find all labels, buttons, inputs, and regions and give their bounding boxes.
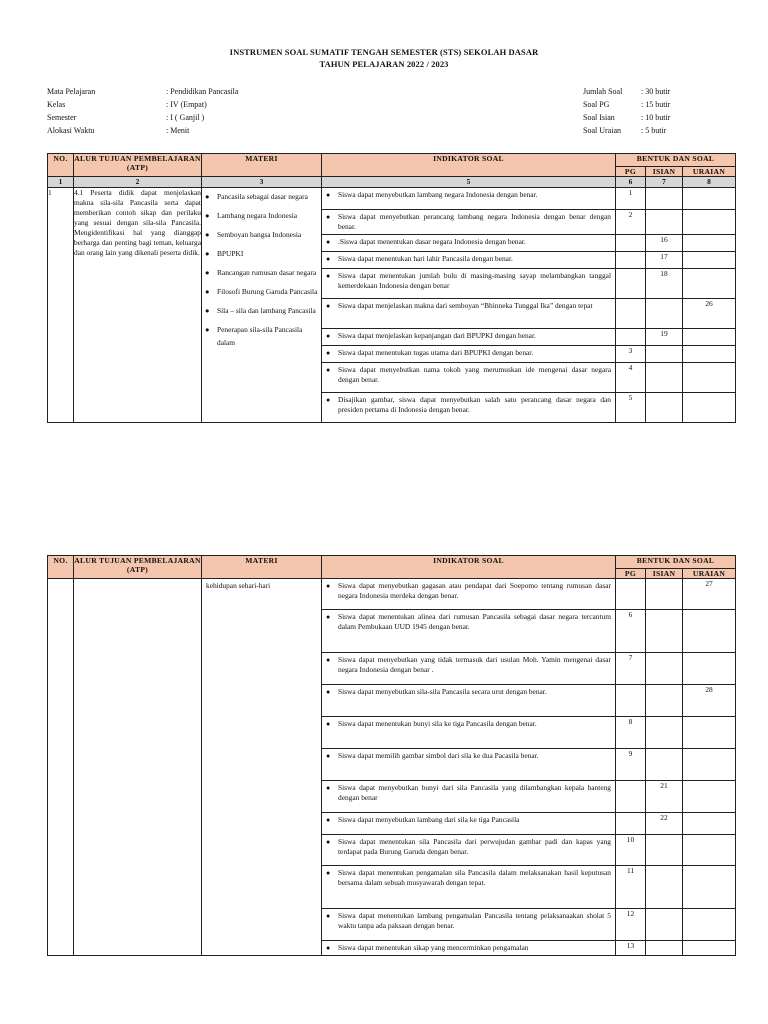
uraian-number [683, 329, 736, 346]
bullet-icon: ● [326, 816, 331, 824]
indikator-text: Siswa dapat menyebutkan yang tidak termasuk dari usulan Moh. Yamin mengenai dasar negara Indonesia dengan benar . [338, 655, 611, 674]
materi-text: kehidupan sehari-hari [206, 581, 271, 590]
indikator-cell [322, 252, 616, 269]
info-value: : 15 butir [641, 100, 671, 109]
materi-item [205, 304, 319, 317]
info-label: Soal Uraian [583, 126, 621, 135]
instrument-table-2 [47, 555, 736, 956]
info-value: : 30 butir [641, 87, 671, 96]
uraian-number [683, 346, 736, 363]
indikator-cell [322, 346, 616, 363]
pg-number [616, 299, 646, 329]
indikator-text: Siswa dapat menentukan bunyi sila ke tiga Pancasila dengan benar. [338, 719, 537, 728]
indikator-cell [322, 835, 616, 866]
indikator-cell [322, 363, 616, 393]
uraian-number: 28 [683, 685, 736, 717]
isian-number [646, 749, 683, 781]
header-atp: ALUR TUJUAN PEMBELAJARAN (ATP) [74, 556, 202, 579]
uraian-number [683, 393, 736, 423]
indikator-cell [322, 579, 616, 610]
pg-number [616, 235, 646, 252]
isian-number [646, 299, 683, 329]
uraian-number [683, 835, 736, 866]
isian-number [646, 653, 683, 685]
indikator-text: Siswa dapat menyebutkan bunyi dari sila Pancasila yang dilambangkan kepala banteng dengan benar [338, 783, 611, 802]
indikator-text: Siswa dapat memilih gambar simbol dari sila ke dua Pacasila benar. [338, 751, 539, 760]
uraian-number [683, 188, 736, 210]
info-row [47, 85, 238, 98]
header-no: NO. [48, 556, 74, 579]
uraian-number [683, 941, 736, 956]
indikator-text: Siswa dapat menjelaskan kepanjangan dari BPUPKI dengan benar. [338, 331, 536, 340]
indikator-text: Siswa dapat menyebutkan lambang negara Indonesia dengan benar. [338, 190, 538, 199]
indikator-cell [322, 299, 616, 329]
info-row [47, 98, 238, 111]
bullet-icon: ● [326, 238, 331, 246]
info-row [47, 124, 238, 137]
indikator-cell [322, 329, 616, 346]
pg-number [616, 813, 646, 835]
uraian-number [683, 363, 736, 393]
materi-item [205, 323, 319, 349]
materi-cell [202, 579, 322, 956]
uraian-number [683, 653, 736, 685]
isian-number: 17 [646, 252, 683, 269]
uraian-number [683, 235, 736, 252]
isian-number: 21 [646, 781, 683, 813]
isian-number [646, 909, 683, 941]
header-uraian: URAIAN [683, 569, 736, 579]
materi-item [205, 228, 319, 241]
info-row [583, 124, 670, 137]
indikator-cell [322, 653, 616, 685]
indikator-text: .Siswa dapat menentukan dasar negara Indonesia dengan benar. [338, 237, 526, 246]
uraian-number: 27 [683, 579, 736, 610]
bullet-icon: ● [326, 688, 331, 696]
info-value: : IV (Empat) [166, 100, 207, 109]
isian-number: 18 [646, 269, 683, 299]
isian-number: 19 [646, 329, 683, 346]
bullet-icon: ● [205, 230, 210, 239]
pg-number: 8 [616, 717, 646, 749]
isian-number: 22 [646, 813, 683, 835]
materi-item [205, 285, 319, 298]
pg-number [616, 252, 646, 269]
uraian-number [683, 210, 736, 235]
isian-number [646, 685, 683, 717]
pg-number [616, 781, 646, 813]
materi-text: BPUPKI [217, 249, 244, 258]
materi-item [205, 190, 319, 203]
materi-text: Filosofi Burung Garuda Pancasila [217, 287, 318, 296]
bullet-icon: ● [326, 191, 331, 199]
bullet-icon: ● [326, 912, 331, 920]
bullet-icon: ● [326, 582, 331, 590]
table-row [48, 579, 736, 610]
materi-cell [202, 188, 322, 423]
pg-number: 10 [616, 835, 646, 866]
column-number-row [48, 177, 736, 188]
info-row [583, 111, 670, 124]
pg-number: 3 [616, 346, 646, 363]
bullet-icon: ● [205, 306, 210, 315]
isian-number [646, 346, 683, 363]
uraian-number: 26 [683, 299, 736, 329]
pg-number: 6 [616, 610, 646, 653]
bullet-icon: ● [205, 287, 210, 296]
document-subtitle: TAHUN PELAJARAN 2022 / 2023 [319, 59, 449, 69]
indikator-text: Siswa dapat menentukan hari lahir Pancasila dengan benar. [338, 254, 513, 263]
bullet-icon: ● [205, 268, 210, 277]
uraian-number [683, 717, 736, 749]
col-number: 2 [74, 177, 202, 188]
indikator-cell [322, 210, 616, 235]
info-value: : 5 butir [641, 126, 667, 135]
uraian-number [683, 269, 736, 299]
indikator-text: Siswa dapat menentukan sikap yang mencerminkan pengamalan [338, 943, 529, 952]
bullet-icon: ● [205, 249, 210, 258]
indikator-cell [322, 813, 616, 835]
instrument-table-1 [47, 153, 736, 423]
info-value: : I ( Ganjil ) [166, 113, 205, 122]
indikator-text: Siswa dapat menyebutkan gagasan atau pendapat dari Soepomo tentang rumusan dasar negara Indonesia merdeka dengan benar. [338, 581, 611, 600]
pg-number [616, 269, 646, 299]
header-isian: ISIAN [646, 569, 683, 579]
indikator-cell [322, 749, 616, 781]
document-title: INSTRUMEN SOAL SUMATIF TENGAH SEMESTER (STS) SEKOLAH DASAR [229, 47, 539, 57]
indikator-cell [322, 393, 616, 423]
uraian-number [683, 610, 736, 653]
bullet-icon: ● [205, 211, 210, 220]
indikator-text: Siswa dapat menyebutkan nama tokoh yang merumuskan ide mengenai dasar negara dengan benar. [338, 365, 611, 384]
indikator-text: Siswa dapat menyebutkan lambang dari sila ke tiga Pancasila [338, 815, 520, 824]
indikator-text: Siswa dapat menjelaskan makna dari semboyan “Bhinneka Tunggal Ika” dengan tepat [338, 301, 593, 310]
uraian-number [683, 252, 736, 269]
isian-number [646, 866, 683, 909]
pg-number: 13 [616, 941, 646, 956]
header-materi: MATERI [202, 556, 322, 579]
isian-number [646, 579, 683, 610]
isian-number [646, 835, 683, 866]
indikator-cell [322, 685, 616, 717]
indikator-cell [322, 781, 616, 813]
bullet-icon: ● [326, 255, 331, 263]
uraian-number [683, 813, 736, 835]
atp-cell [74, 579, 202, 956]
pg-number: 12 [616, 909, 646, 941]
bullet-icon: ● [326, 613, 331, 621]
pg-number: 11 [616, 866, 646, 909]
isian-number [646, 717, 683, 749]
info-value: : 10 butir [641, 113, 671, 122]
info-label: Soal PG [583, 100, 610, 109]
info-value: : Pendidikan Pancasila [166, 87, 239, 96]
materi-text: Penerapan sila-sila Pancasila dalam [217, 325, 303, 347]
indikator-cell [322, 235, 616, 252]
pg-number: 9 [616, 749, 646, 781]
isian-number [646, 188, 683, 210]
bullet-icon: ● [326, 720, 331, 728]
bullet-icon: ● [326, 213, 331, 221]
info-left [47, 85, 238, 137]
header-bentuk: BENTUK DAN SOAL [616, 556, 736, 569]
col-number: 3 [202, 177, 322, 188]
materi-text: Lambang negara Indonesia [217, 211, 298, 220]
pg-number: 1 [616, 188, 646, 210]
indikator-cell [322, 188, 616, 210]
materi-item [205, 209, 319, 222]
indikator-text: Siswa dapat menentukan tugas utama dari BPUPKI dengan benar. [338, 348, 534, 357]
header-materi: MATERI [202, 154, 322, 177]
pg-number [616, 579, 646, 610]
bullet-icon: ● [326, 944, 331, 952]
indikator-text: Siswa dapat menyebutkan sila-sila Pancasila secara urut dengan benar. [338, 687, 547, 696]
uraian-number [683, 781, 736, 813]
info-label: Alokasi Waktu [47, 126, 95, 135]
col-number: 8 [683, 177, 736, 188]
bullet-icon: ● [326, 396, 331, 404]
isian-number [646, 393, 683, 423]
isian-number [646, 610, 683, 653]
pg-number: 4 [616, 363, 646, 393]
bullet-icon: ● [326, 752, 331, 760]
bullet-icon: ● [326, 784, 331, 792]
bullet-icon: ● [326, 332, 331, 340]
row-number: 1 [48, 188, 74, 423]
uraian-number [683, 866, 736, 909]
info-label: Semester [47, 113, 77, 122]
info-label: Mata Pelajaran [47, 87, 96, 96]
col-number: 5 [322, 177, 616, 188]
header-no: NO. [48, 154, 74, 177]
isian-number [646, 941, 683, 956]
indikator-cell [322, 941, 616, 956]
indikator-cell [322, 717, 616, 749]
bullet-icon: ● [326, 656, 331, 664]
indikator-cell [322, 909, 616, 941]
info-right [583, 85, 670, 137]
materi-text: Pancasila sebagai dasar negara [217, 192, 308, 201]
header-isian: ISIAN [646, 167, 683, 177]
isian-number: 16 [646, 235, 683, 252]
materi-text: Semboyan bangsa Indonesia [217, 230, 302, 239]
table-row [48, 188, 736, 210]
indikator-text: Siswa dapat menentukan sila Pancasila dari perwujudan gambar padi dan kapas yang terdapat pada Burung Garuda dengan benar. [338, 837, 611, 856]
indikator-cell [322, 269, 616, 299]
info-row [583, 98, 670, 111]
bullet-icon: ● [326, 349, 331, 357]
uraian-number [683, 749, 736, 781]
indikator-text: Siswa dapat menentukan pengamalan sila Pancasila dalam melaksanakan hasil keputusan bersama dalam sebuah musyawarah dengan tepat. [338, 868, 611, 887]
indikator-text: Disajikan gambar, siswa dapat menyebutkan salah satu perancang dasar negara dan presiden pertama di Indonesia dengan benar. [338, 395, 611, 414]
pg-number: 5 [616, 393, 646, 423]
atp-cell: 4.1 Peserta didik dapat menjelaskan makna sila-sila Pancasila serta dapat memberikan contoh sikap dan perilaku yang sesuai dengan sila-sila Pancasila. Mengidentifikasi hal yang dianggap berharga dan penting bagi teman, keluarga dan orang lain yang dikenali peserta didik. [74, 188, 202, 423]
header-bentuk: BENTUK DAN SOAL [616, 154, 736, 167]
pg-number: 2 [616, 210, 646, 235]
col-number: 7 [646, 177, 683, 188]
header-uraian: URAIAN [683, 167, 736, 177]
isian-number [646, 363, 683, 393]
header-atp: ALUR TUJUAN PEMBELAJARAN (ATP) [74, 154, 202, 177]
indikator-text: Siswa dapat menentukan alinea dari rumusan Pancasila sebagai dasar negara tercantum dalam Pembukaan UUD 1945 dengan benar. [338, 612, 611, 631]
info-label: Jumlah Soal [583, 87, 623, 96]
bullet-icon: ● [326, 838, 331, 846]
materi-item [205, 247, 319, 260]
row-number [48, 579, 74, 956]
info-row [47, 111, 238, 124]
bullet-icon: ● [205, 325, 210, 334]
indikator-text: Siswa dapat menentukan lambang pengamalan Pancasila tentang pelaksanaakan sholat 5 waktu tanpa ada paksaan dengan benar. [338, 911, 611, 930]
pg-number [616, 685, 646, 717]
uraian-number [683, 909, 736, 941]
header-pg: PG [616, 569, 646, 579]
pg-number: 7 [616, 653, 646, 685]
col-number: 1 [48, 177, 74, 188]
isian-number [646, 210, 683, 235]
materi-text: Sila – sila dan lambang Pancasila [217, 306, 316, 315]
bullet-icon: ● [326, 272, 331, 280]
header-pg: PG [616, 167, 646, 177]
header-indikator: INDIKATOR SOAL [322, 154, 616, 177]
bullet-icon: ● [326, 869, 331, 877]
info-label: Kelas [47, 100, 66, 109]
materi-text: Rancangan rumusan dasar negara [217, 268, 317, 277]
materi-item [205, 266, 319, 279]
indikator-cell [322, 866, 616, 909]
bullet-icon: ● [326, 366, 331, 374]
info-value: : Menit [166, 126, 190, 135]
col-number: 6 [616, 177, 646, 188]
indikator-text: Siswa dapat menyebutkan perancang lambang negara Indonesia dengan benar dengan benar. [338, 212, 611, 231]
indikator-cell [322, 610, 616, 653]
info-label: Soal Isian [583, 113, 615, 122]
header-indikator: INDIKATOR SOAL [322, 556, 616, 579]
info-row [583, 85, 670, 98]
bullet-icon: ● [326, 302, 331, 310]
pg-number [616, 329, 646, 346]
bullet-icon: ● [205, 192, 210, 201]
indikator-text: Siswa dapat menentukan jumlah bulu di masing-masing sayap melambangkan tanggal kemerdekaan Indonesia dengan benar [338, 271, 611, 290]
